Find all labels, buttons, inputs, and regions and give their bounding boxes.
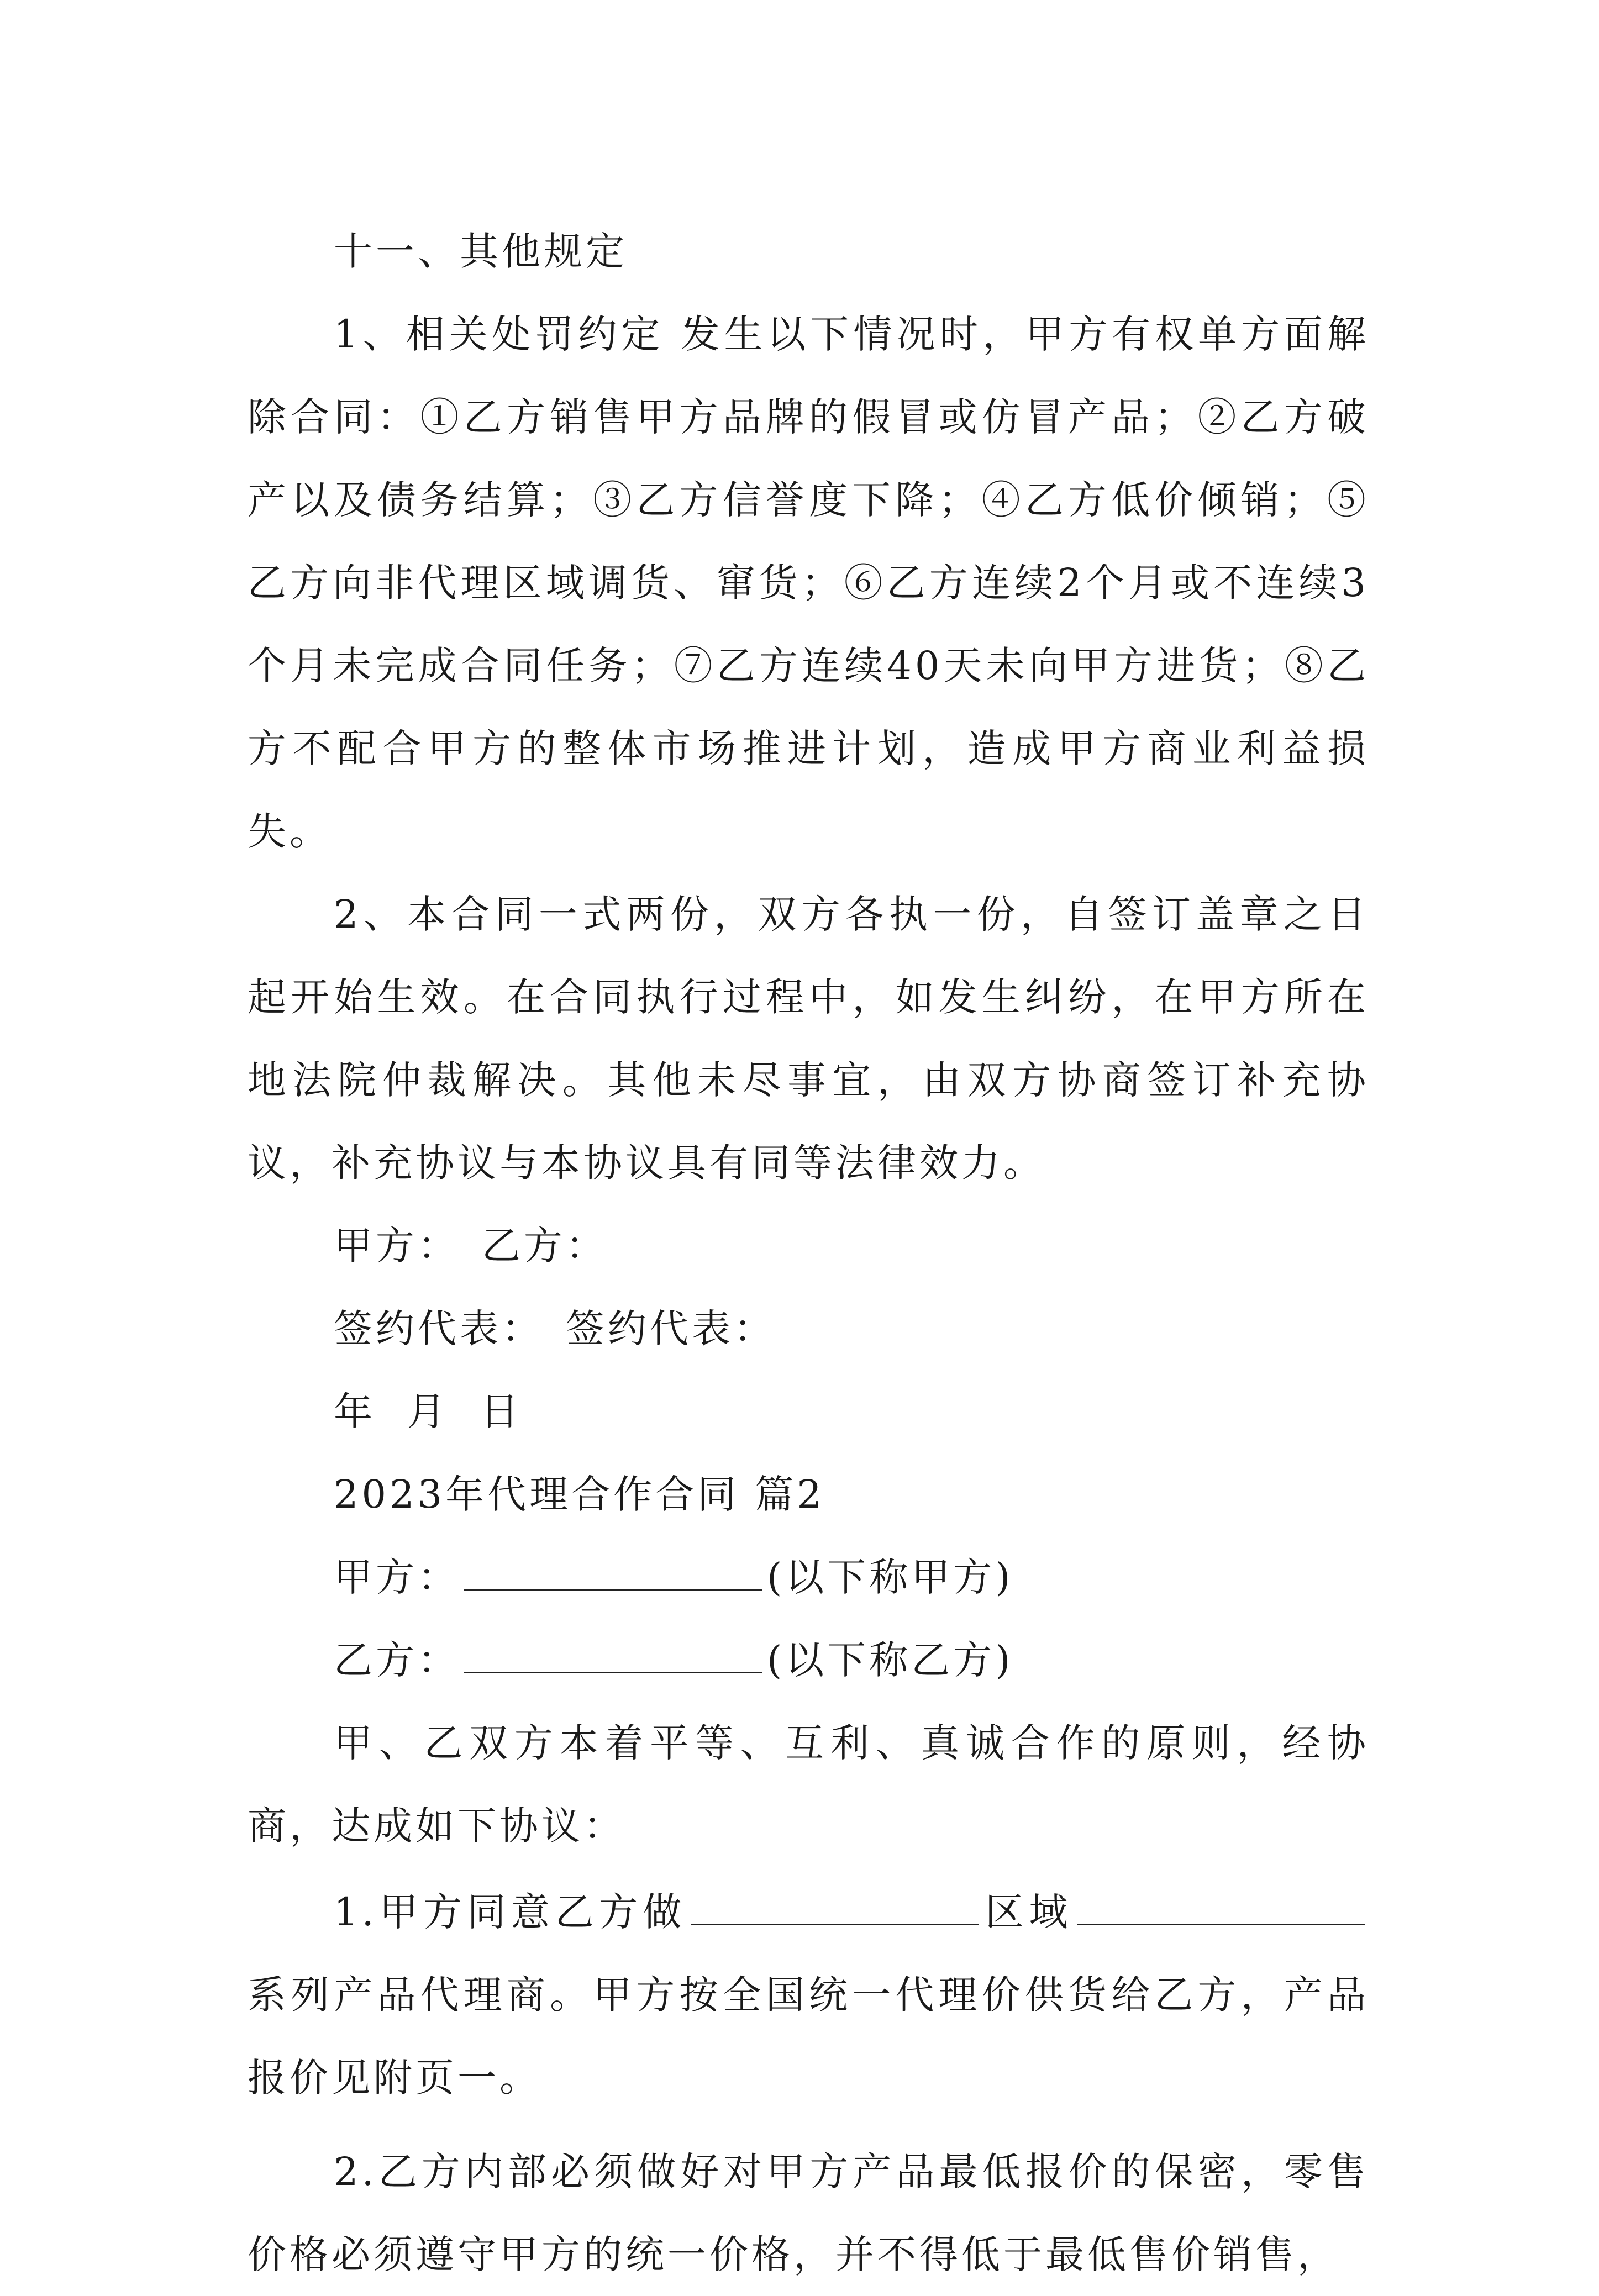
item-1-rest: 系列产品代理商。甲方按全国统一代理价供货给乙方，产品报价见附页一。	[248, 1972, 1369, 2100]
party-b-blank-field	[464, 1639, 762, 1673]
party-line	[248, 1204, 1369, 1287]
party-a-label: 甲方：	[334, 1223, 460, 1268]
c2-party-a-label: 甲方：	[334, 1555, 460, 1600]
date-line: 年 月 日	[334, 1389, 523, 1434]
section-heading: 十一、其他规定	[334, 229, 628, 274]
c2-party-b-suffix: (以下称乙方)	[767, 1637, 1014, 1683]
clause-1-penalties: 1、相关处罚约定 发生以下情况时，甲方有权单方面解除合同：①乙方销售甲方品牌的假冒或仿冒产品；②乙方破产以及债务结算；③乙方信誉度下降；④乙方低价倾销；⑤乙方向非代理区域调货、窜货；⑥乙方连续2个月或不连续3个月未完成合同任务；⑦乙方连续40天未向甲方进货；⑧乙方不配合甲方的整体市场推进计划，造成甲方商业利益损失。	[248, 312, 1369, 854]
agreement-intro: 甲、乙双方本着平等、互利、真诚合作的原则，经协商，达成如下协议：	[248, 1720, 1369, 1849]
item-2: 2.乙方内部必须做好对甲方产品最低报价的保密，零售价格必须遵守甲方的统一价格，并不得低于最低售价销售，	[248, 2149, 1369, 2277]
signatory-b-label: 签约代表：	[566, 1306, 776, 1351]
contract-2-title: 2023年代理合作合同 篇2	[334, 1472, 825, 1517]
signatory-a-label: 签约代表：	[334, 1306, 544, 1351]
clause-2-effectiveness: 2、本合同一式两份，双方各执一份，自签订盖章之日起开始生效。在合同执行过程中，如发生纠纷，在甲方所在地法院仲裁解决。其他未尽事宜，由双方协商签订补充协议，补充协议与本协议具有同等法律效力。	[248, 892, 1369, 1186]
item-1-prefix: 1.甲方同意乙方做	[334, 1889, 687, 1935]
party-a-blank-field	[464, 1556, 762, 1591]
region-blank-field	[691, 1890, 979, 1925]
contract-2-party-a	[248, 1536, 1369, 1619]
signatory-line	[248, 1287, 1369, 1370]
document-body	[248, 210, 1369, 2296]
c2-party-a-suffix: (以下称甲方)	[767, 1555, 1014, 1600]
series-blank-field	[1077, 1890, 1365, 1925]
contract-2-party-b	[248, 1619, 1369, 1702]
c2-party-b-label: 乙方：	[334, 1637, 460, 1683]
party-b-label: 乙方：	[482, 1223, 608, 1268]
item-1-mid: 区域	[983, 1889, 1074, 1935]
item-1	[248, 1871, 1369, 2119]
